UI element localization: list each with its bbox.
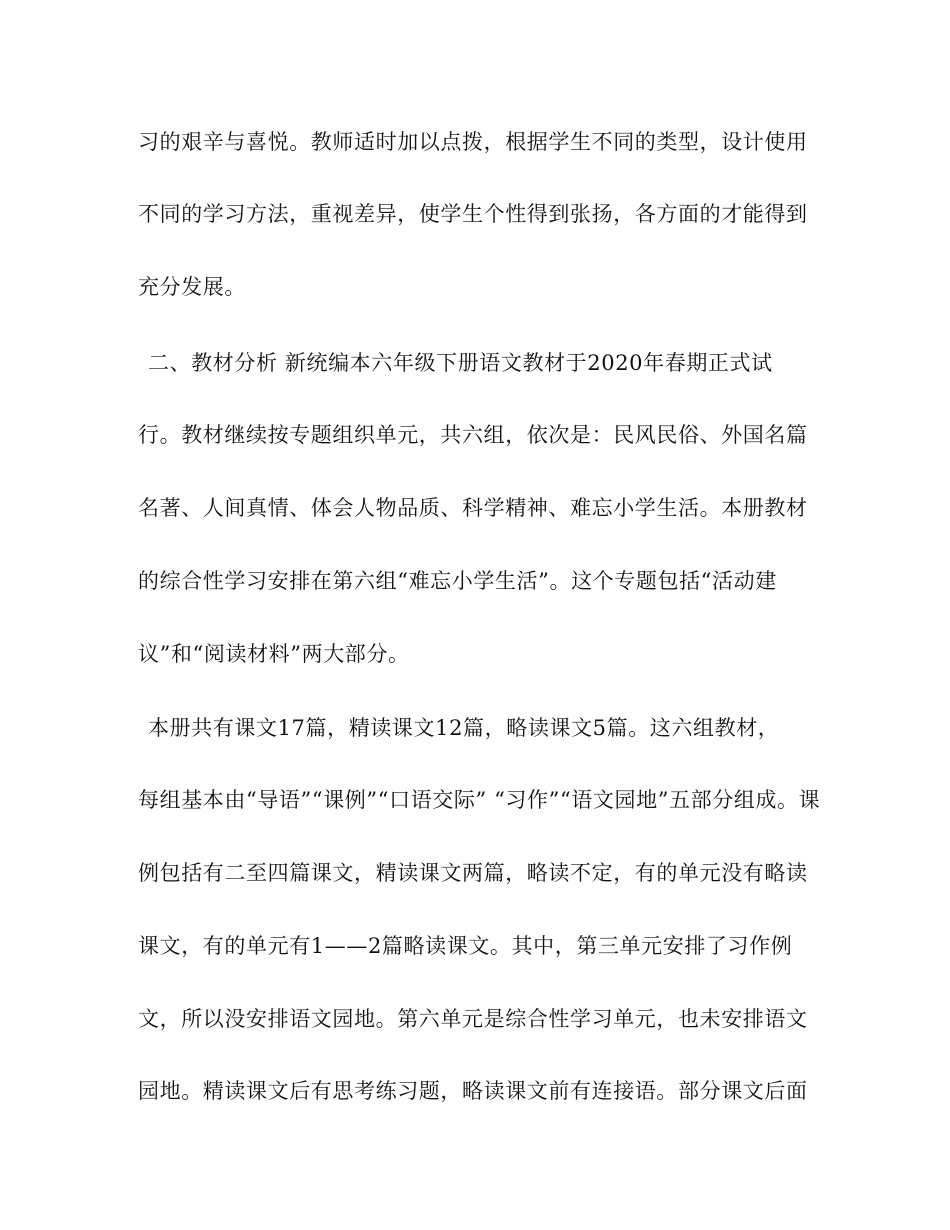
text-line: 行。教材继续按专题组织单元，共六组，依次是：民风民俗、外国名篇 — [138, 423, 808, 447]
paragraph-start-line: 本册共有课文17篇，精读课文12篇，略读课文5篇。这六组教材， — [148, 716, 780, 740]
text-line: 文，所以没安排语文园地。第六单元是综合性学习单元，也未安排语文 — [138, 1007, 808, 1031]
text-line: 议”和“阅读材料”两大部分。 — [138, 642, 410, 666]
text-line: 充分发展。 — [138, 275, 246, 299]
text-line: 习的艰辛与喜悦。教师适时加以点拨，根据学生不同的类型，设计使用 — [138, 130, 808, 154]
text-line: 每组基本由“导语”“课例”“口语交际” “习作”“语文园地”五部分组成。课 — [138, 788, 821, 812]
text-line: 课文，有的单元有1——2篇略读课文。其中，第三单元安排了习作例 — [138, 934, 793, 958]
text-line: 园地。精读课文后有思考练习题，略读课文前有连接语。部分课文后面 — [138, 1079, 808, 1103]
text-line: 例包括有二至四篇课文，精读课文两篇，略读不定，有的单元没有略读 — [138, 861, 808, 885]
text-line: 不同的学习方法，重视差异，使学生个性得到张扬，各方面的才能得到 — [138, 202, 808, 226]
text-line: 的综合性学习安排在第六组“难忘小学生活”。这个专题包括“活动建 — [138, 569, 777, 593]
text-line: 名著、人间真情、体会人物品质、科学精神、难忘小学生活。本册教材 — [138, 496, 808, 520]
section-heading-line: 二、教材分析 新统编本六年级下册语文教材于2020年春期正式试 — [148, 351, 773, 375]
